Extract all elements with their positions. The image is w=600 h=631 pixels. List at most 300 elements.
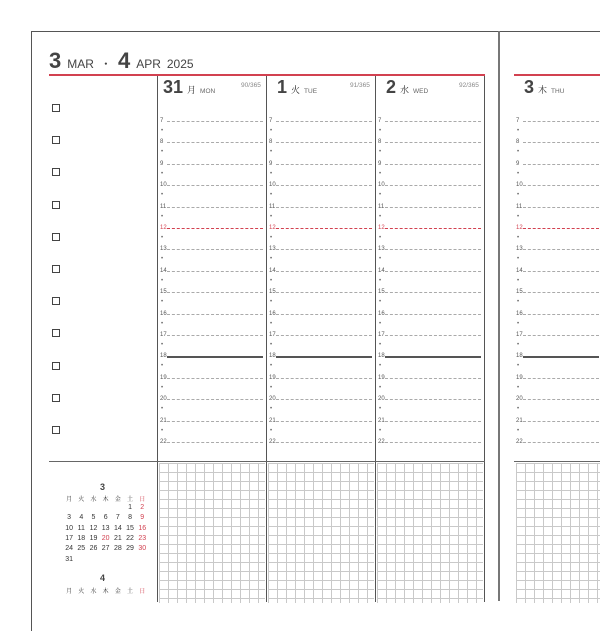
hour-line	[523, 271, 599, 272]
half-hour-dot: •	[161, 320, 164, 327]
hour-label: 15	[516, 289, 523, 296]
half-hour-dot: •	[161, 192, 164, 199]
hour-line	[385, 292, 481, 293]
hour-label: 8	[160, 139, 164, 146]
half-hour-dot: •	[379, 235, 382, 241]
hour-label: 20	[160, 396, 167, 403]
half-hour-dot: •	[517, 427, 520, 434]
hour-line	[167, 442, 263, 443]
hour-line	[385, 207, 481, 208]
hour-line	[276, 121, 372, 122]
hour-label: 11	[269, 203, 276, 210]
hour-line	[167, 356, 263, 357]
hour-line	[167, 185, 263, 186]
day-weekday-en: TUE	[304, 88, 318, 95]
hour-line	[385, 142, 481, 143]
half-hour-dot: •	[161, 363, 164, 370]
hour-label: 11	[516, 203, 523, 210]
mini-calendar-day: 16	[138, 524, 147, 532]
hour-line	[523, 421, 599, 422]
hour-line	[167, 121, 263, 122]
hour-line	[523, 207, 599, 208]
mini-calendar-day: 3	[67, 514, 72, 522]
hour-line	[167, 399, 263, 400]
hour-label: 13	[378, 246, 385, 253]
half-hour-dot: •	[517, 170, 520, 177]
column-divider	[375, 76, 376, 602]
hour-line	[167, 164, 263, 165]
weekday-label: 木	[102, 589, 109, 595]
todo-checkbox[interactable]	[52, 297, 60, 305]
hour-line	[276, 292, 372, 293]
hour-label: 22	[160, 439, 167, 445]
half-hour-dot: •	[161, 213, 164, 220]
day-header-2	[386, 77, 428, 99]
mini-calendar-day: 7	[115, 514, 120, 522]
month-b-number: 4	[117, 48, 131, 73]
mini-calendar-weekdays	[63, 494, 148, 503]
hour-label: 19	[160, 374, 167, 381]
mini-calendar-day: 18	[77, 534, 86, 542]
day-of-year: 92/365	[459, 82, 479, 89]
hour-label: 21	[269, 417, 276, 424]
weekday-label: 水	[90, 497, 97, 503]
mini-calendar-day	[75, 556, 87, 563]
half-hour-dot: •	[379, 384, 382, 391]
half-hour-dot: •	[517, 192, 520, 199]
todo-checkbox[interactable]	[52, 362, 60, 370]
half-hour-dot: •	[270, 256, 273, 263]
hour-line	[523, 399, 599, 400]
half-hour-dot: •	[379, 170, 382, 177]
half-hour-dot: •	[270, 427, 273, 434]
note-grid[interactable]	[268, 463, 374, 603]
mini-calendar-day: 25	[77, 545, 86, 553]
weekday-label: 日	[139, 497, 146, 503]
hour-line	[385, 356, 481, 357]
half-hour-dot: •	[379, 427, 382, 434]
mini-calendar-day: 23	[138, 534, 147, 542]
hour-label: 9	[378, 160, 382, 167]
half-hour-dot: •	[379, 128, 382, 134]
mini-calendar-day: 24	[65, 545, 73, 553]
half-hour-dot: •	[270, 128, 273, 134]
hour-line	[385, 335, 481, 336]
half-hour-dot: •	[517, 363, 520, 370]
hour-label: 22	[269, 439, 276, 445]
section-divider-right	[514, 461, 600, 462]
todo-checkbox[interactable]	[52, 394, 60, 402]
mini-calendar-day: 21	[113, 534, 122, 542]
hour-line	[167, 207, 263, 208]
hour-label: 7	[269, 118, 273, 124]
weekday-label: 水	[90, 589, 97, 595]
column-divider	[266, 76, 267, 602]
hour-label: 19	[378, 374, 385, 381]
hour-label: 21	[378, 417, 385, 424]
hour-line	[167, 228, 263, 229]
half-hour-dot: •	[270, 277, 273, 284]
hour-label: 20	[516, 396, 523, 403]
mini-calendar-day	[112, 556, 124, 563]
hour-label: 20	[378, 396, 385, 403]
half-hour-dot: •	[379, 406, 382, 413]
hour-label: 16	[269, 310, 276, 317]
half-hour-dot: •	[161, 277, 164, 284]
hour-label: 12	[516, 225, 523, 231]
half-hour-dot: •	[270, 299, 273, 306]
day-number: 1	[277, 77, 288, 97]
weekday-label: 月	[66, 497, 73, 503]
half-hour-dot: •	[161, 406, 164, 413]
hour-line	[385, 121, 481, 122]
todo-checkbox[interactable]	[52, 136, 60, 144]
half-hour-dot: •	[517, 128, 520, 134]
day-weekday-en: THU	[551, 88, 565, 95]
mini-calendar-day: 11	[77, 524, 85, 532]
hour-line	[167, 378, 263, 379]
mini-calendar-day: 1	[128, 504, 132, 511]
mini-calendar-weekdays	[63, 586, 148, 595]
mini-calendar-week	[63, 535, 148, 542]
hour-line	[385, 249, 481, 250]
day-number: 3	[524, 77, 535, 97]
hour-line	[385, 442, 481, 443]
hour-label: 19	[269, 374, 276, 381]
column-divider	[157, 76, 158, 602]
hour-label: 11	[378, 203, 385, 210]
hour-line	[276, 249, 372, 250]
weekday-label: 火	[78, 497, 85, 503]
mini-calendar-day	[75, 504, 87, 511]
hour-line	[523, 335, 599, 336]
half-hour-dot: •	[379, 342, 382, 348]
half-hour-dot: •	[161, 128, 164, 134]
hour-line	[523, 185, 599, 186]
hour-line	[385, 185, 481, 186]
half-hour-dot: •	[161, 427, 164, 434]
mini-calendar-day: 14	[113, 524, 122, 532]
hour-line	[385, 228, 481, 229]
half-hour-dot: •	[517, 256, 520, 263]
hour-line	[276, 399, 372, 400]
hour-line	[167, 421, 263, 422]
hour-label: 17	[516, 332, 523, 338]
hour-line	[276, 335, 372, 336]
half-hour-dot: •	[161, 342, 164, 348]
hour-line	[167, 292, 263, 293]
half-hour-dot: •	[517, 277, 520, 284]
day-header-0	[163, 77, 215, 99]
day-number: 2	[386, 77, 397, 97]
half-hour-dot: •	[270, 320, 273, 327]
mini-calendar-day: 29	[126, 545, 134, 553]
hour-label: 14	[269, 267, 276, 274]
hour-label: 7	[378, 118, 382, 124]
day-of-year: 90/365	[241, 82, 261, 89]
half-hour-dot: •	[379, 256, 382, 263]
mini-calendar-day: 5	[91, 514, 96, 522]
mini-calendar-day	[124, 556, 136, 563]
day-weekday-en: MON	[200, 88, 216, 95]
mini-calendar-day: 6	[103, 514, 108, 522]
hour-line	[523, 142, 599, 143]
half-hour-dot: •	[517, 406, 520, 413]
mini-calendar-day: 26	[89, 545, 98, 553]
hour-label: 17	[269, 332, 276, 338]
hour-line	[167, 335, 263, 336]
mini-calendar-title: 4	[100, 573, 106, 583]
hour-label: 21	[160, 417, 167, 424]
half-hour-dot: •	[517, 213, 520, 220]
hour-label: 16	[378, 310, 385, 317]
mini-calendar-week	[63, 525, 148, 532]
hour-label: 15	[378, 289, 385, 296]
mini-calendar-day	[112, 504, 124, 511]
hour-label: 10	[269, 182, 276, 189]
half-hour-dot: •	[270, 342, 273, 348]
mini-calendar-title: 3	[100, 482, 106, 492]
mini-calendar-day: 15	[126, 524, 134, 532]
half-hour-dot: •	[379, 213, 382, 220]
hour-line	[385, 271, 481, 272]
todo-checkbox[interactable]	[52, 329, 60, 337]
hour-line	[276, 421, 372, 422]
hour-line	[276, 142, 372, 143]
half-hour-dot: •	[270, 406, 273, 413]
mini-calendar-day: 30	[138, 545, 147, 553]
weekday-label: 金	[114, 497, 121, 503]
mini-calendar-week	[63, 514, 148, 521]
hour-label: 7	[160, 118, 164, 124]
hour-label: 13	[516, 246, 523, 253]
mini-calendar-day: 28	[113, 545, 122, 553]
hour-line	[523, 292, 599, 293]
hour-label: 10	[160, 182, 167, 189]
half-hour-dot: •	[379, 277, 382, 284]
half-hour-dot: •	[270, 149, 273, 156]
weekday-label: 月	[66, 589, 73, 595]
hour-line	[167, 142, 263, 143]
todo-checkbox[interactable]	[52, 233, 60, 241]
half-hour-dot: •	[270, 363, 273, 370]
half-hour-dot: •	[379, 363, 382, 370]
mini-calendar-day: 2	[140, 504, 145, 511]
hour-label: 13	[269, 246, 276, 253]
half-hour-dot: •	[517, 235, 520, 241]
mini-calendar-day: 19	[89, 534, 98, 542]
hour-label: 18	[516, 353, 523, 360]
page-spine	[498, 31, 500, 601]
todo-checkbox[interactable]	[52, 104, 60, 112]
mini-calendar-day: 9	[140, 514, 145, 522]
todo-checkbox[interactable]	[52, 168, 60, 176]
mini-calendar-week	[63, 545, 148, 552]
mini-calendar-week	[63, 504, 148, 511]
hour-line	[385, 399, 481, 400]
hour-line	[385, 164, 481, 165]
hour-label: 18	[269, 353, 276, 360]
hour-line	[523, 442, 599, 443]
month-b-name: APR	[136, 57, 161, 71]
half-hour-dot: •	[379, 149, 382, 156]
day-weekday-kanji: 火	[291, 85, 301, 95]
half-hour-dot: •	[161, 235, 164, 241]
todo-checkbox[interactable]	[52, 265, 60, 273]
mini-calendar-day: 8	[128, 514, 132, 522]
day-number: 31	[163, 77, 184, 97]
mini-calendar-day: 20	[101, 534, 110, 542]
hour-label: 20	[269, 396, 276, 403]
half-hour-dot: •	[161, 149, 164, 156]
mini-calendar-day: 27	[101, 545, 110, 553]
hour-line	[385, 378, 481, 379]
hour-line	[276, 271, 372, 272]
half-hour-dot: •	[270, 213, 273, 220]
hour-label: 8	[378, 139, 382, 146]
half-hour-dot: •	[161, 299, 164, 306]
hour-line	[523, 228, 599, 229]
weekday-label: 金	[114, 589, 121, 595]
note-grid[interactable]	[159, 463, 265, 603]
hour-label: 11	[160, 203, 167, 210]
hour-line	[523, 121, 599, 122]
half-hour-dot: •	[161, 256, 164, 263]
day-header-1	[277, 77, 317, 99]
half-hour-dot: •	[161, 170, 164, 177]
mini-calendar-day: 17	[65, 534, 73, 542]
hour-line	[276, 207, 372, 208]
mini-calendar-day	[87, 504, 99, 511]
mini-calendar-day	[100, 504, 112, 511]
weekday-label: 日	[139, 589, 146, 595]
hour-line	[167, 249, 263, 250]
month-header	[49, 48, 194, 74]
half-hour-dot: •	[270, 235, 273, 241]
mini-calendar-day: 22	[126, 534, 134, 542]
hour-label: 22	[378, 439, 385, 445]
note-grid[interactable]	[377, 463, 483, 603]
hour-line	[523, 249, 599, 250]
half-hour-dot: •	[379, 192, 382, 199]
mini-calendar-day	[87, 556, 99, 563]
hour-label: 22	[516, 439, 523, 445]
hour-line	[276, 314, 372, 315]
half-hour-dot: •	[517, 320, 520, 327]
hour-label: 17	[160, 332, 167, 338]
day-weekday-en: WED	[413, 88, 429, 95]
day-weekday-kanji: 水	[400, 85, 410, 95]
hour-label: 7	[516, 118, 520, 124]
hour-label: 12	[269, 225, 276, 231]
hour-label: 9	[269, 160, 273, 167]
half-hour-dot: •	[379, 299, 382, 306]
hour-label: 14	[160, 267, 167, 274]
mini-calendar-day	[136, 556, 148, 563]
hour-label: 13	[160, 246, 167, 253]
half-hour-dot: •	[517, 384, 520, 391]
hour-label: 19	[516, 374, 523, 381]
mini-calendar-day: 31	[65, 555, 73, 563]
half-hour-dot: •	[517, 299, 520, 306]
weekday-label: 火	[78, 589, 85, 595]
hour-line	[276, 442, 372, 443]
half-hour-dot: •	[161, 384, 164, 391]
hour-label: 14	[378, 267, 385, 274]
year-label: 2025	[166, 57, 194, 71]
half-hour-dot: •	[270, 192, 273, 199]
hour-label: 12	[160, 225, 167, 231]
day-weekday-kanji: 月	[187, 85, 197, 95]
mini-calendar-day	[100, 556, 112, 563]
hour-label: 18	[160, 353, 167, 360]
hour-label: 14	[516, 267, 523, 274]
hour-label: 8	[516, 139, 520, 146]
mini-calendar-week	[63, 556, 148, 563]
half-hour-dot: •	[517, 342, 520, 348]
hour-line	[167, 314, 263, 315]
hour-label: 17	[378, 332, 385, 338]
column-divider	[484, 76, 485, 602]
mini-calendar-day	[63, 504, 75, 511]
hour-line	[276, 228, 372, 229]
day-header-3	[524, 77, 564, 99]
hour-line	[167, 271, 263, 272]
hour-label: 16	[160, 310, 167, 317]
mini-calendar-day: 12	[89, 524, 98, 532]
half-hour-dot: •	[379, 320, 382, 327]
todo-checkbox[interactable]	[52, 426, 60, 434]
day-weekday-kanji: 木	[538, 85, 548, 95]
hour-line	[523, 314, 599, 315]
header-accent-rule-right	[514, 74, 600, 76]
day-of-year: 91/365	[350, 82, 370, 89]
hour-label: 10	[516, 182, 523, 189]
weekday-label: 土	[127, 497, 134, 503]
weekday-label: 木	[102, 497, 109, 503]
hour-line	[523, 378, 599, 379]
hour-label: 21	[516, 417, 523, 424]
half-hour-dot: •	[270, 170, 273, 177]
hour-label: 9	[160, 160, 164, 167]
weekday-label: 土	[127, 589, 134, 595]
hour-line	[385, 314, 481, 315]
month-a-name: MAR	[67, 57, 94, 71]
hour-line	[523, 356, 599, 357]
hour-line	[276, 185, 372, 186]
month-a-number: 3	[49, 48, 62, 73]
half-hour-dot: •	[270, 384, 273, 391]
hour-line	[523, 164, 599, 165]
hour-label: 12	[378, 225, 385, 231]
hour-label: 10	[378, 182, 385, 189]
hour-line	[276, 356, 372, 357]
mini-calendar-day: 10	[65, 524, 73, 532]
mini-calendar-day: 13	[101, 524, 110, 532]
hour-line	[276, 164, 372, 165]
note-grid[interactable]	[516, 463, 600, 603]
section-divider	[49, 461, 485, 462]
hour-label: 9	[516, 160, 520, 167]
todo-checkbox[interactable]	[52, 201, 60, 209]
hour-label: 18	[378, 353, 385, 360]
mini-calendar-day: 4	[79, 514, 84, 522]
month-separator: ・	[99, 57, 112, 71]
hour-label: 8	[269, 139, 273, 146]
hour-label: 16	[516, 310, 523, 317]
hour-label: 15	[160, 289, 167, 296]
hour-label: 15	[269, 289, 276, 296]
